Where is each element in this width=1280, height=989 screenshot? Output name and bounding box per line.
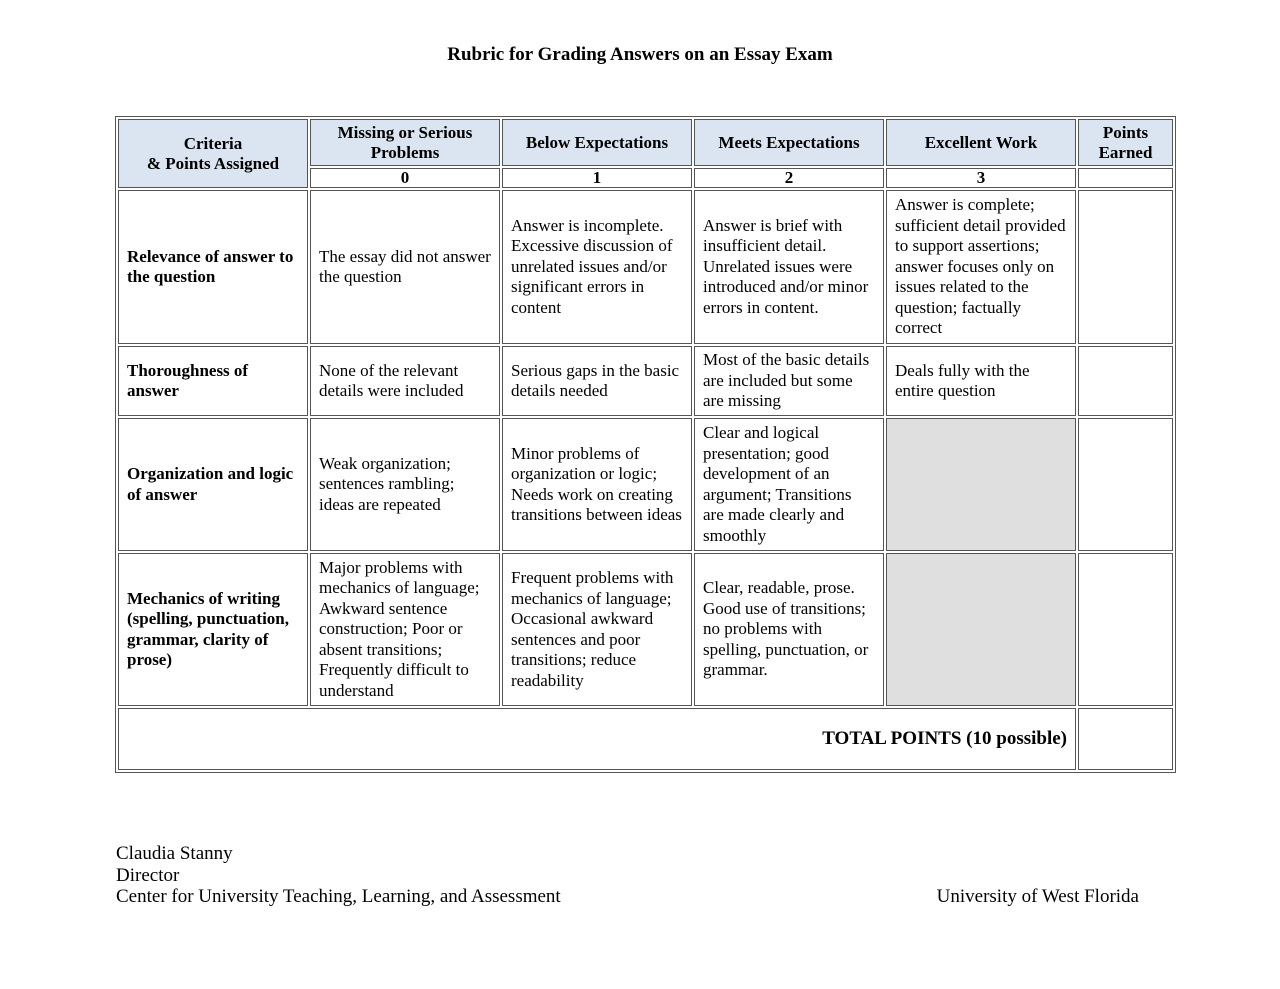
rubric-cell: Most of the basic details are included but some are missing <box>694 346 884 416</box>
score-1: 1 <box>502 168 692 188</box>
rubric-cell: Clear and logical presentation; good development of an argument; Transitions are made clearly and smoothly <box>694 418 884 551</box>
total-row <box>118 708 1173 770</box>
footer-left <box>116 843 561 908</box>
score-blank <box>1078 168 1173 188</box>
level-header-missing: Missing or Serious Problems <box>310 119 500 166</box>
score-2: 2 <box>694 168 884 188</box>
header-row <box>118 119 1173 166</box>
total-points-cell[interactable] <box>1078 708 1173 770</box>
table-row <box>118 553 1173 706</box>
rubric-cell: Answer is incomplete. Excessive discussion of unrelated issues and/or significant errors in content <box>502 190 692 344</box>
score-0: 0 <box>310 168 500 188</box>
level-header-below: Below Expectations <box>502 119 692 166</box>
criterion-label: Relevance of answer to the question <box>118 190 308 344</box>
table-row <box>118 190 1173 344</box>
total-points-label: TOTAL POINTS (10 possible) <box>118 708 1076 770</box>
points-earned-cell[interactable] <box>1078 553 1173 706</box>
university-name: University of West Florida <box>936 886 1139 907</box>
document-title: Rubric for Grading Answers on an Essay Exam <box>447 44 833 65</box>
criterion-label: Mechanics of writing (spelling, punctuation, grammar, clarity of prose) <box>118 553 308 706</box>
rubric-cell: The essay did not answer the question <box>310 190 500 344</box>
rubric-cell: Answer is brief with insufficient detail. Unrelated issues were introduced and/or minor errors in content. <box>694 190 884 344</box>
criteria-header: Criteria & Points Assigned <box>118 119 308 188</box>
points-earned-cell[interactable] <box>1078 418 1173 551</box>
rubric-cell: Clear, readable, prose. Good use of transitions; no problems with spelling, punctuation, or grammar. <box>694 553 884 706</box>
rubric-cell: Frequent problems with mechanics of language; Occasional awkward sentences and poor transitions; reduce readability <box>502 553 692 706</box>
rubric-cell-na <box>886 553 1076 706</box>
table-row <box>118 346 1173 416</box>
table-row <box>118 418 1173 551</box>
score-3: 3 <box>886 168 1076 188</box>
level-header-excellent: Excellent Work <box>886 119 1076 166</box>
criterion-label: Organization and logic of answer <box>118 418 308 551</box>
rubric-table <box>115 116 1176 773</box>
points-earned-header: Points Earned <box>1078 119 1173 166</box>
points-earned-cell[interactable] <box>1078 190 1173 344</box>
rubric-cell: Weak organization; sentences rambling; ideas are repeated <box>310 418 500 551</box>
rubric-cell: Minor problems of organization or logic; Needs work on creating transitions between ideas <box>502 418 692 551</box>
author-role: Director <box>116 864 180 886</box>
rubric-cell-na <box>886 418 1076 551</box>
center-name: Center for University Teaching, Learning, and Assessment <box>116 886 561 907</box>
rubric-cell: Answer is complete; sufficient detail provided to support assertions; answer focuses only on issues related to the question; factually correct <box>886 190 1076 344</box>
criterion-label: Thoroughness of answer <box>118 346 308 416</box>
level-header-meets: Meets Expectations <box>694 119 884 166</box>
author-name: Claudia Stanny <box>116 843 233 864</box>
rubric-cell: Serious gaps in the basic details needed <box>502 346 692 416</box>
rubric-cell: Major problems with mechanics of language; Awkward sentence construction; Poor or absent transitions; Frequently difficult to understand <box>310 553 500 706</box>
rubric-cell: None of the relevant details were included <box>310 346 500 416</box>
points-earned-cell[interactable] <box>1078 346 1173 416</box>
rubric-cell: Deals fully with the entire question <box>886 346 1076 416</box>
